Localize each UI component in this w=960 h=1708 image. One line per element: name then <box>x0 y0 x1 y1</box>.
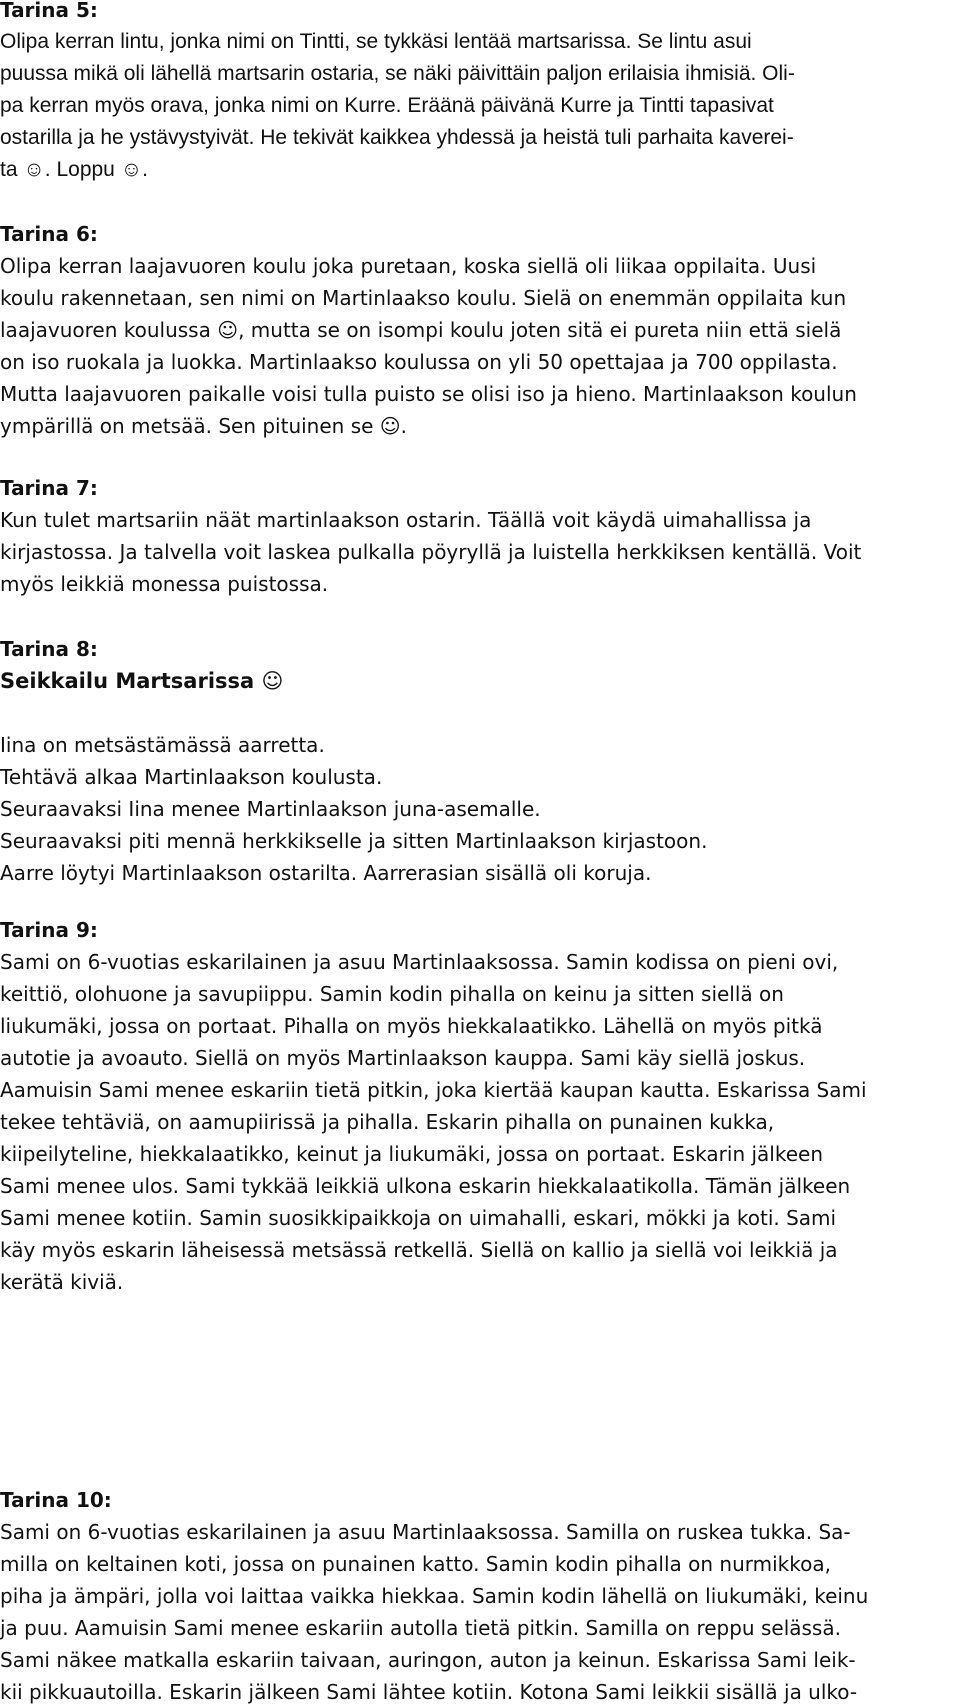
story-6 <box>0 218 960 442</box>
story-heading: Tarina 6: <box>0 222 98 246</box>
story-text-line: on iso ruokala ja luokka. Martinlaakso koulussa on yli 50 opettajaa ja 700 oppilasta. <box>0 350 838 374</box>
story-text-line: myös leikkiä monessa puistossa. <box>0 572 329 596</box>
story-text-line: Mutta laajavuoren paikalle voisi tulla puisto se olisi iso ja hieno. Martinlaakson koulun <box>0 382 857 406</box>
story-text-line: ja puu. Aamuisin Sami menee eskariin autolla tietä pitkin. Samilla on reppu selässä. <box>0 1616 841 1640</box>
story-text-line: Olipa kerran lintu, jonka nimi on Tintti, se tykkäsi lentää martsarissa. Se lintu asui <box>0 30 752 53</box>
story-7 <box>0 472 960 600</box>
story-text-line: kirjastossa. Ja talvella voit laskea pulkalla pöyryllä ja luistella herkkiksen kentällä. Voit <box>0 540 862 564</box>
story-text-line: laajavuoren koulussa ☺, mutta se on isompi koulu joten sitä ei pureta niin että sielä <box>0 318 842 342</box>
story-text-line: piha ja ämpäri, jolla voi laittaa vaikka hiekkaa. Samin kodin lähellä on liukumäki, keinu <box>0 1584 869 1608</box>
story-text-line: liukumäki, jossa on portaat. Pihalla on myös hiekkalaatikko. Lähellä on myös pitkä <box>0 1014 823 1038</box>
story-text-line: milla on keltainen koti, jossa on punainen katto. Samin kodin pihalla on nurmikkoa, <box>0 1552 831 1576</box>
story-text-line: ympärillä on metsää. Sen pituinen se ☺. <box>0 414 407 438</box>
story-text-line: Seuraavaksi piti mennä herkkikselle ja sitten Martinlaakson kirjastoon. <box>0 829 708 853</box>
story-text-line: Seuraavaksi Iina menee Martinlaakson juna-asemalle. <box>0 797 541 821</box>
story-text-line: Sami on 6-vuotias eskarilainen ja asuu Martinlaaksossa. Samilla on ruskea tukka. Sa- <box>0 1520 851 1544</box>
story-text-line: pa kerran myös orava, jonka nimi on Kurre. Eräänä päivänä Kurre ja Tintti tapasivat <box>0 94 774 117</box>
story-text-line: Aamuisin Sami menee eskariin tietä pitkin, joka kiertää kaupan kautta. Eskarissa Sami <box>0 1078 867 1102</box>
story-text-line: Sami näkee matkalla eskariin taivaan, auringon, auton ja keinun. Eskarissa Sami leik- <box>0 1648 856 1672</box>
story-text-line: Sami menee ulos. Sami tykkää leikkiä ulkona eskarin hiekkalaatikolla. Tämän jälkeen <box>0 1174 851 1198</box>
story-heading: Tarina 10: <box>0 1488 112 1512</box>
story-text-line: Sami menee kotiin. Samin suosikkipaikkoja on uimahalli, eskari, mökki ja koti. Sami <box>0 1206 837 1230</box>
story-text-line: Kun tulet martsariin näät martinlaakson ostarin. Täällä voit käydä uimahallissa ja <box>0 508 812 532</box>
spacer <box>0 697 960 729</box>
story-text-line: käy myös eskarin läheisessä metsässä retkellä. Siellä on kallio ja siellä voi leikkiä ja <box>0 1238 838 1262</box>
story-text-line: Olipa kerran laajavuoren koulu joka puretaan, koska siellä oli liikaa oppilaita. Uusi <box>0 254 817 278</box>
story-heading: Tarina 9: <box>0 918 98 942</box>
story-heading: Tarina 7: <box>0 476 98 500</box>
story-text-line: Sami on 6-vuotias eskarilainen ja asuu Martinlaaksossa. Samin kodissa on pieni ovi, <box>0 950 839 974</box>
story-heading: Tarina 5: <box>0 0 98 22</box>
story-text-line: autotie ja avoauto. Siellä on myös Martinlaakson kauppa. Sami käy siellä joskus. <box>0 1046 806 1070</box>
story-text-line: Aarre löytyi Martinlaakson ostarilta. Aarrerasian sisällä oli koruja. <box>0 861 652 885</box>
story-subheading: Seikkailu Martsarissa ☺ <box>0 669 284 693</box>
story-text-line: Iina on metsästämässä aarretta. <box>0 733 325 757</box>
story-heading: Tarina 8: <box>0 637 98 661</box>
story-text-line: ostarilla ja he ystävystyivät. He tekivät kaikkea yhdessä ja heistä tuli parhaita kaverei- <box>0 126 794 149</box>
story-8 <box>0 633 960 889</box>
story-text-line: Tehtävä alkaa Martinlaakson koulusta. <box>0 765 383 789</box>
story-text-line: puussa mikä oli lähellä martsarin ostaria, se näki päivittäin paljon erilaisia ihmisiä. Oli- <box>0 62 795 85</box>
story-text-line: koulu rakennetaan, sen nimi on Martinlaakso koulu. Sielä on enemmän oppilaita kun <box>0 286 847 310</box>
story-text-line: keittiö, olohuone ja savupiippu. Samin kodin pihalla on keinu ja sitten siellä on <box>0 982 784 1006</box>
story-5 <box>0 0 960 186</box>
story-text-line: tekee tehtäviä, on aamupiirissä ja pihalla. Eskarin pihalla on punainen kukka, <box>0 1110 775 1134</box>
story-text-line: kii pikkuautoilla. Eskarin jälkeen Sami lähtee kotiin. Kotona Sami leikkii sisällä ja ulko- <box>0 1680 858 1704</box>
story-text-line: kerätä kiviä. <box>0 1270 124 1294</box>
story-text-line: kiipeilyteline, hiekkalaatikko, keinut ja liukumäki, jossa on portaat. Eskarin jälkeen <box>0 1142 824 1166</box>
story-9 <box>0 914 960 1298</box>
story-text-line: ta ☺. Loppu ☺. <box>0 158 148 181</box>
story-10 <box>0 1484 960 1708</box>
